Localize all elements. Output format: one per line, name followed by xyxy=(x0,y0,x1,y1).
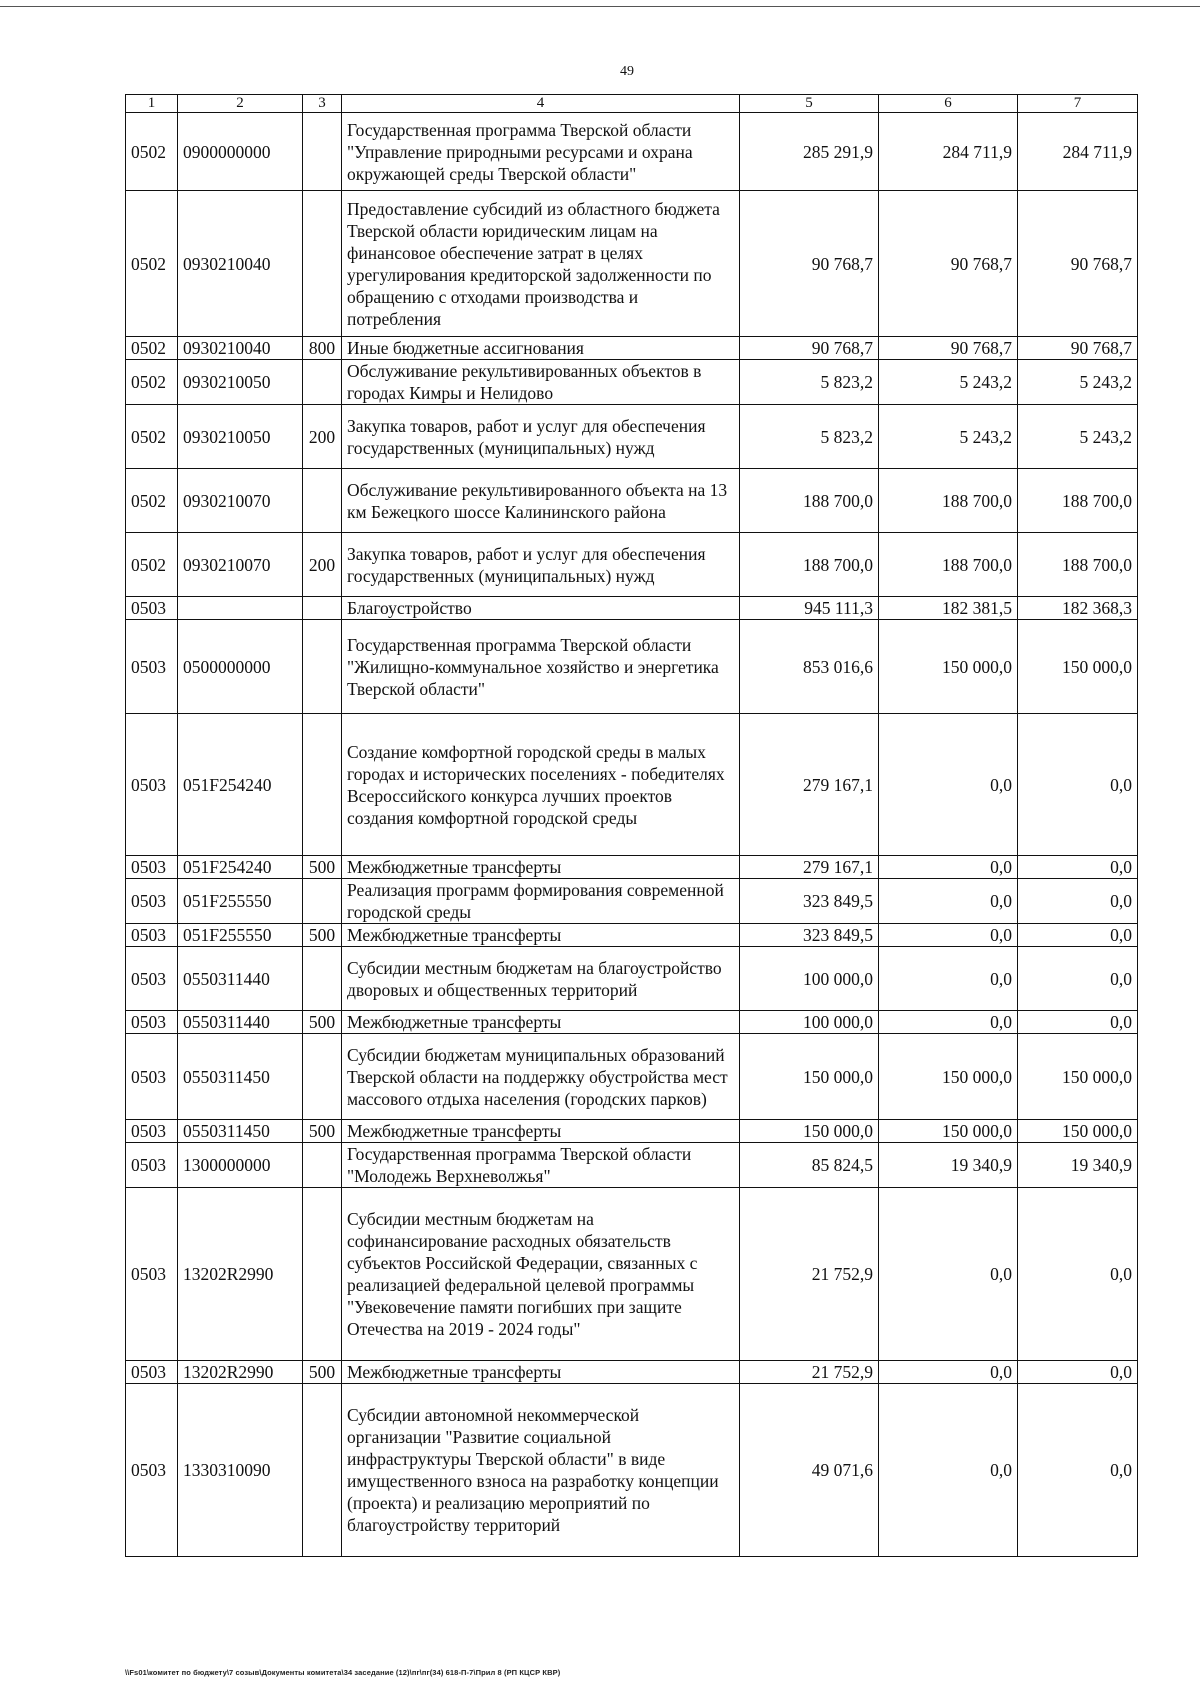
amount-2020-cell: 49 071,6 xyxy=(740,1384,879,1557)
section-cell: 0503 xyxy=(126,714,178,856)
name-cell: Межбюджетные трансферты xyxy=(342,924,740,947)
amount-2020-cell: 188 700,0 xyxy=(740,469,879,533)
section-cell: 0503 xyxy=(126,1188,178,1361)
section-cell: 0503 xyxy=(126,924,178,947)
amount-2022-cell: 0,0 xyxy=(1018,856,1138,879)
amount-2020-cell: 100 000,0 xyxy=(740,947,879,1011)
table-row xyxy=(126,360,1138,405)
code-cell: 0930210040 xyxy=(178,337,303,360)
table-row xyxy=(126,469,1138,533)
amount-2022-cell: 0,0 xyxy=(1018,1361,1138,1384)
code-cell: 0500000000 xyxy=(178,620,303,714)
amount-2021-cell: 188 700,0 xyxy=(879,469,1018,533)
code-cell: 051F255550 xyxy=(178,924,303,947)
column-header: 4 xyxy=(342,95,740,113)
amount-2020-cell: 945 111,3 xyxy=(740,597,879,620)
amount-2022-cell: 0,0 xyxy=(1018,1011,1138,1034)
amount-2021-cell: 90 768,7 xyxy=(879,337,1018,360)
amount-2020-cell: 100 000,0 xyxy=(740,1011,879,1034)
amount-2020-cell: 21 752,9 xyxy=(740,1361,879,1384)
name-cell: Государственная программа Тверской области "Жилищно-коммунальное хозяйство и энергетика Тверской области" xyxy=(342,620,740,714)
section-cell: 0503 xyxy=(126,1034,178,1120)
amount-2022-cell: 0,0 xyxy=(1018,924,1138,947)
section-cell: 0503 xyxy=(126,1011,178,1034)
section-cell: 0503 xyxy=(126,856,178,879)
table-row xyxy=(126,947,1138,1011)
amount-2022-cell: 0,0 xyxy=(1018,1188,1138,1361)
amount-2022-cell: 5 243,2 xyxy=(1018,360,1138,405)
amount-2022-cell: 188 700,0 xyxy=(1018,533,1138,597)
section-cell: 0502 xyxy=(126,113,178,191)
name-cell: Межбюджетные трансферты xyxy=(342,856,740,879)
amount-2021-cell: 182 381,5 xyxy=(879,597,1018,620)
code-cell: 051F255550 xyxy=(178,879,303,924)
amount-2021-cell: 5 243,2 xyxy=(879,360,1018,405)
amount-2021-cell: 5 243,2 xyxy=(879,405,1018,469)
amount-2020-cell: 323 849,5 xyxy=(740,879,879,924)
amount-2022-cell: 0,0 xyxy=(1018,947,1138,1011)
code-cell: 0930210070 xyxy=(178,469,303,533)
type-cell: 500 xyxy=(303,856,342,879)
section-cell: 0503 xyxy=(126,1361,178,1384)
table-row xyxy=(126,1143,1138,1188)
type-cell xyxy=(303,879,342,924)
code-cell: 051F254240 xyxy=(178,714,303,856)
section-cell: 0503 xyxy=(126,597,178,620)
amount-2021-cell: 0,0 xyxy=(879,856,1018,879)
code-cell: 0550311440 xyxy=(178,947,303,1011)
table-row xyxy=(126,113,1138,191)
amount-2020-cell: 150 000,0 xyxy=(740,1120,879,1143)
code-cell: 1330310090 xyxy=(178,1384,303,1557)
name-cell: Межбюджетные трансферты xyxy=(342,1011,740,1034)
amount-2021-cell: 150 000,0 xyxy=(879,1120,1018,1143)
section-cell: 0503 xyxy=(126,1384,178,1557)
section-cell: 0502 xyxy=(126,405,178,469)
amount-2020-cell: 279 167,1 xyxy=(740,856,879,879)
column-header: 3 xyxy=(303,95,342,113)
amount-2021-cell: 19 340,9 xyxy=(879,1143,1018,1188)
name-cell: Межбюджетные трансферты xyxy=(342,1361,740,1384)
code-cell: 0900000000 xyxy=(178,113,303,191)
amount-2022-cell: 0,0 xyxy=(1018,1384,1138,1557)
name-cell: Субсидии автономной некоммерческой организации "Развитие социальной инфраструктуры Тверской области" в виде имущественного взноса на разработку концепции (проекта) и реализацию мероприятий по благоустройству территорий xyxy=(342,1384,740,1557)
code-cell: 0930210040 xyxy=(178,191,303,337)
table-row xyxy=(126,405,1138,469)
amount-2021-cell: 284 711,9 xyxy=(879,113,1018,191)
amount-2022-cell: 90 768,7 xyxy=(1018,337,1138,360)
budget-table xyxy=(125,94,1138,1557)
table-row xyxy=(126,533,1138,597)
amount-2020-cell: 85 824,5 xyxy=(740,1143,879,1188)
type-cell: 500 xyxy=(303,1011,342,1034)
column-header: 6 xyxy=(879,95,1018,113)
amount-2020-cell: 323 849,5 xyxy=(740,924,879,947)
name-cell: Обслуживание рекультивированного объекта на 13 км Бежецкого шоссе Калининского района xyxy=(342,469,740,533)
amount-2022-cell: 150 000,0 xyxy=(1018,1120,1138,1143)
amount-2021-cell: 0,0 xyxy=(879,714,1018,856)
name-cell: Межбюджетные трансферты xyxy=(342,1120,740,1143)
type-cell xyxy=(303,1143,342,1188)
type-cell xyxy=(303,113,342,191)
amount-2021-cell: 0,0 xyxy=(879,1011,1018,1034)
section-cell: 0503 xyxy=(126,947,178,1011)
amount-2022-cell: 0,0 xyxy=(1018,714,1138,856)
type-cell xyxy=(303,469,342,533)
amount-2020-cell: 5 823,2 xyxy=(740,405,879,469)
code-cell: 0550311450 xyxy=(178,1120,303,1143)
table-row xyxy=(126,1120,1138,1143)
code-cell: 13202R2990 xyxy=(178,1361,303,1384)
name-cell: Субсидии местным бюджетам на благоустройство дворовых и общественных территорий xyxy=(342,947,740,1011)
code-cell: 0550311440 xyxy=(178,1011,303,1034)
column-number-row xyxy=(126,95,1138,113)
type-cell: 500 xyxy=(303,1361,342,1384)
name-cell: Закупка товаров, работ и услуг для обеспечения государственных (муниципальных) нужд xyxy=(342,533,740,597)
amount-2022-cell: 0,0 xyxy=(1018,879,1138,924)
section-cell: 0502 xyxy=(126,191,178,337)
table-row xyxy=(126,924,1138,947)
amount-2020-cell: 90 768,7 xyxy=(740,337,879,360)
amount-2021-cell: 0,0 xyxy=(879,1188,1018,1361)
column-header: 7 xyxy=(1018,95,1138,113)
page-top-rule xyxy=(0,6,1200,7)
name-cell: Иные бюджетные ассигнования xyxy=(342,337,740,360)
name-cell: Обслуживание рекультивированных объектов в городах Кимры и Нелидово xyxy=(342,360,740,405)
type-cell: 200 xyxy=(303,533,342,597)
table-row xyxy=(126,1011,1138,1034)
type-cell xyxy=(303,620,342,714)
amount-2021-cell: 0,0 xyxy=(879,947,1018,1011)
amount-2021-cell: 0,0 xyxy=(879,1384,1018,1557)
amount-2022-cell: 150 000,0 xyxy=(1018,1034,1138,1120)
code-cell: 1300000000 xyxy=(178,1143,303,1188)
name-cell: Государственная программа Тверской области "Управление природными ресурсами и охрана окружающей среды Тверской области" xyxy=(342,113,740,191)
table-row xyxy=(126,1361,1138,1384)
type-cell xyxy=(303,597,342,620)
table-row xyxy=(126,337,1138,360)
name-cell: Предоставление субсидий из областного бюджета Тверской области юридическим лицам на финансовое обеспечение затрат в целях урегулирования кредиторской задолженности по обращению с отходами производства и потрeбления xyxy=(342,191,740,337)
code-cell: 051F254240 xyxy=(178,856,303,879)
amount-2022-cell: 182 368,3 xyxy=(1018,597,1138,620)
amount-2022-cell: 5 243,2 xyxy=(1018,405,1138,469)
amount-2022-cell: 90 768,7 xyxy=(1018,191,1138,337)
table-row xyxy=(126,856,1138,879)
type-cell: 500 xyxy=(303,924,342,947)
section-cell: 0503 xyxy=(126,1143,178,1188)
table-row xyxy=(126,714,1138,856)
column-header: 2 xyxy=(178,95,303,113)
table-row xyxy=(126,879,1138,924)
name-cell: Закупка товаров, работ и услуг для обеспечения государственных (муниципальных) нужд xyxy=(342,405,740,469)
amount-2020-cell: 285 291,9 xyxy=(740,113,879,191)
section-cell: 0503 xyxy=(126,620,178,714)
section-cell: 0503 xyxy=(126,1120,178,1143)
amount-2020-cell: 21 752,9 xyxy=(740,1188,879,1361)
table-row xyxy=(126,1188,1138,1361)
type-cell xyxy=(303,714,342,856)
table-row xyxy=(126,597,1138,620)
amount-2021-cell: 150 000,0 xyxy=(879,1034,1018,1120)
code-cell: 13202R2990 xyxy=(178,1188,303,1361)
table-row xyxy=(126,620,1138,714)
name-cell: Государственная программа Тверской области "Молодежь Верхневолжья" xyxy=(342,1143,740,1188)
section-cell: 0502 xyxy=(126,469,178,533)
table-row xyxy=(126,191,1138,337)
type-cell: 200 xyxy=(303,405,342,469)
type-cell: 800 xyxy=(303,337,342,360)
type-cell xyxy=(303,947,342,1011)
type-cell: 500 xyxy=(303,1120,342,1143)
file-path-footer: \\Fs01\комитет по бюджету\7 созыв\Документы комитета\34 заседание (12)\пг\пг(34) 618-П-7\Прил 8 (РП КЦСР КВР) xyxy=(125,1668,561,1677)
code-cell: 0550311450 xyxy=(178,1034,303,1120)
amount-2021-cell: 0,0 xyxy=(879,924,1018,947)
type-cell xyxy=(303,1384,342,1557)
amount-2021-cell: 0,0 xyxy=(879,879,1018,924)
name-cell: Субсидии бюджетам муниципальных образований Тверской области на поддержку обустройства мест массового отдыха населения (городских парков) xyxy=(342,1034,740,1120)
type-cell xyxy=(303,1034,342,1120)
name-cell: Создание комфортной городской среды в малых городах и исторических поселениях - победителях Всероссийского конкурса лучших проектов создания комфортной городской среды xyxy=(342,714,740,856)
amount-2020-cell: 150 000,0 xyxy=(740,1034,879,1120)
amount-2022-cell: 284 711,9 xyxy=(1018,113,1138,191)
section-cell: 0502 xyxy=(126,360,178,405)
code-cell xyxy=(178,597,303,620)
amount-2020-cell: 188 700,0 xyxy=(740,533,879,597)
section-cell: 0502 xyxy=(126,337,178,360)
amount-2020-cell: 90 768,7 xyxy=(740,191,879,337)
amount-2020-cell: 5 823,2 xyxy=(740,360,879,405)
section-cell: 0502 xyxy=(126,533,178,597)
amount-2020-cell: 279 167,1 xyxy=(740,714,879,856)
type-cell xyxy=(303,191,342,337)
table-row xyxy=(126,1384,1138,1557)
amount-2021-cell: 188 700,0 xyxy=(879,533,1018,597)
amount-2022-cell: 188 700,0 xyxy=(1018,469,1138,533)
name-cell: Благоустройство xyxy=(342,597,740,620)
table-row xyxy=(126,1034,1138,1120)
name-cell: Реализация программ формирования современной городской среды xyxy=(342,879,740,924)
type-cell xyxy=(303,360,342,405)
code-cell: 0930210070 xyxy=(178,533,303,597)
name-cell: Субсидии местным бюджетам на софинансирование расходных обязательств субъектов Российской Федерации, связанных с реализацией федеральной целевой программы "Увековечение памяти погибших при защите Отечества на 2019 - 2024 годы" xyxy=(342,1188,740,1361)
amount-2020-cell: 853 016,6 xyxy=(740,620,879,714)
amount-2021-cell: 90 768,7 xyxy=(879,191,1018,337)
column-header: 5 xyxy=(740,95,879,113)
type-cell xyxy=(303,1188,342,1361)
page-number: 49 xyxy=(620,64,634,79)
code-cell: 0930210050 xyxy=(178,360,303,405)
amount-2021-cell: 150 000,0 xyxy=(879,620,1018,714)
amount-2022-cell: 150 000,0 xyxy=(1018,620,1138,714)
amount-2022-cell: 19 340,9 xyxy=(1018,1143,1138,1188)
column-header: 1 xyxy=(126,95,178,113)
amount-2021-cell: 0,0 xyxy=(879,1361,1018,1384)
code-cell: 0930210050 xyxy=(178,405,303,469)
section-cell: 0503 xyxy=(126,879,178,924)
